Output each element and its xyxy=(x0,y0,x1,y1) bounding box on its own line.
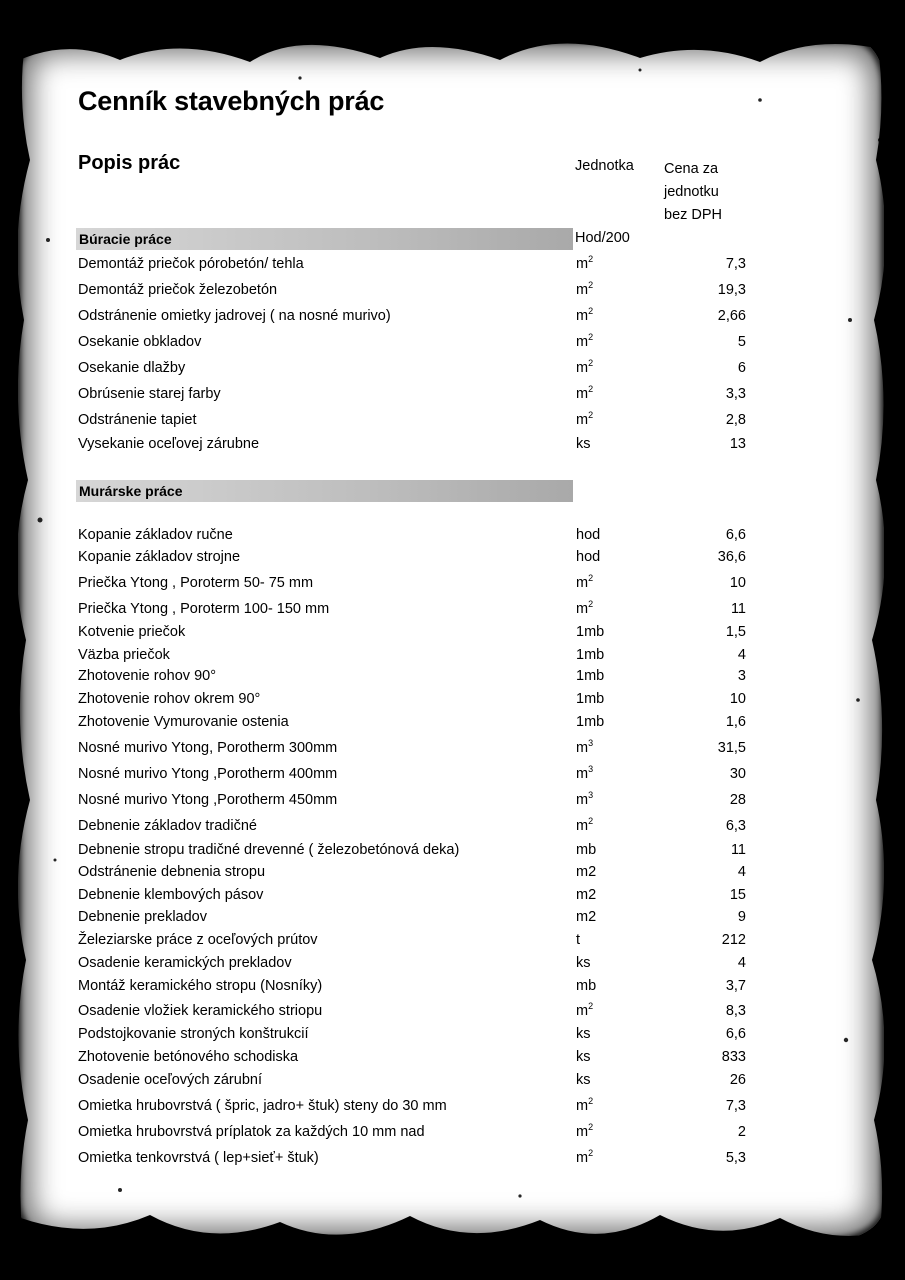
item-unit: $m^2$ xyxy=(576,358,594,376)
item-price: 3,7 xyxy=(725,978,746,994)
item-description: Kotvenie priečok xyxy=(78,624,186,640)
item-description: Železiarske práce z oceľových prútov xyxy=(78,932,318,948)
column-header-price xyxy=(664,158,722,227)
unit-exponent: 2 xyxy=(588,410,594,420)
item-description: Nosné murivo Ytong ,Porotherm 400mm xyxy=(78,766,338,782)
item-description: Priečka Ytong , Poroterm 50- 75 mm xyxy=(78,575,314,591)
table-row xyxy=(0,842,905,862)
table-row xyxy=(0,714,905,734)
item-description: Montáž keramického stropu (Nosníky) xyxy=(78,978,323,994)
item-price: 6 xyxy=(737,360,746,376)
item-unit: m2 xyxy=(576,864,597,880)
item-description: Odstránenie omietky jadrovej ( na nosné murivo) xyxy=(78,308,391,324)
table-row xyxy=(0,624,905,644)
table-row xyxy=(0,527,905,547)
table-row xyxy=(0,334,905,354)
unit-exponent: 2 xyxy=(588,573,594,583)
item-price: 26 xyxy=(729,1072,746,1088)
unit-exponent: 2 xyxy=(588,1096,594,1106)
item-price: 10 xyxy=(729,575,746,591)
table-row xyxy=(0,575,905,595)
item-price: 2 xyxy=(737,1124,746,1140)
item-unit: ks xyxy=(576,1049,591,1065)
item-price: 36,6 xyxy=(717,549,746,565)
table-row xyxy=(0,818,905,838)
item-price: 31,5 xyxy=(717,740,746,756)
item-unit: 1mb xyxy=(576,714,605,730)
table-row xyxy=(0,386,905,406)
item-price: 28 xyxy=(729,792,746,808)
table-row xyxy=(0,308,905,328)
unit-exponent: 2 xyxy=(588,816,594,826)
table-row xyxy=(0,1150,905,1170)
item-price: 6,6 xyxy=(725,527,746,543)
item-unit: $m^2$ xyxy=(576,573,594,591)
unit-exponent: 2 xyxy=(588,332,594,342)
table-row xyxy=(0,282,905,302)
column-header-price-line: Cena za xyxy=(664,161,719,177)
table-row xyxy=(0,647,905,667)
item-price: 5 xyxy=(737,334,746,350)
table-row xyxy=(0,955,905,975)
table-row xyxy=(0,792,905,812)
item-price: 7,3 xyxy=(725,1098,746,1114)
table-row xyxy=(0,1026,905,1046)
item-unit: ks xyxy=(576,955,591,971)
table-row xyxy=(0,256,905,276)
item-unit: ks xyxy=(576,1026,591,1042)
item-unit: m2 xyxy=(576,909,597,925)
table-row xyxy=(0,909,905,929)
item-price: 1,6 xyxy=(725,714,746,730)
item-unit: m2 xyxy=(576,887,597,903)
item-unit: $m^3$ xyxy=(576,738,594,756)
unit-exponent: 3 xyxy=(588,738,594,748)
item-unit: mb xyxy=(576,842,597,858)
table-row xyxy=(0,1003,905,1023)
item-price: 4 xyxy=(737,955,746,971)
item-unit: 1mb xyxy=(576,647,605,663)
unit-exponent: 3 xyxy=(588,790,594,800)
item-description: Odstránenie debnenia stropu xyxy=(78,864,266,880)
item-unit: ks xyxy=(576,1072,591,1088)
item-unit: t xyxy=(576,932,581,948)
item-price: 2,66 xyxy=(717,308,746,324)
table-row xyxy=(0,864,905,884)
item-description: Zhotovenie betónového schodiska xyxy=(78,1049,299,1065)
item-description: Debnenie stropu tradičné drevenné ( železobetónová deka) xyxy=(78,842,460,858)
item-description: Omietka hrubovrstvá ( špric, jadro+ štuk) steny do 30 mm xyxy=(78,1098,447,1114)
item-unit: hod xyxy=(576,549,601,565)
item-price: 11 xyxy=(730,842,746,858)
item-price: 833 xyxy=(721,1049,746,1065)
item-unit: $m^2$ xyxy=(576,1096,594,1114)
unit-exponent: 2 xyxy=(588,1148,594,1158)
item-price: 4 xyxy=(737,647,746,663)
item-description: Omietka hrubovrstvá príplatok za každých 10 mm nad xyxy=(78,1124,425,1140)
table-row xyxy=(0,978,905,998)
item-unit: ks xyxy=(576,436,591,452)
item-price: 8,3 xyxy=(725,1003,746,1019)
item-unit: 1mb xyxy=(576,668,605,684)
item-description: Kopanie základov ručne xyxy=(78,527,233,543)
item-price: 2,8 xyxy=(725,412,746,428)
table-row xyxy=(0,1072,905,1092)
item-description: Podstojkovanie stroných konštrukcií xyxy=(78,1026,309,1042)
column-header-description: Popis prác xyxy=(78,152,181,174)
unit-exponent: 2 xyxy=(588,1122,594,1132)
item-unit: $m^2$ xyxy=(576,384,594,402)
item-price: 1,5 xyxy=(725,624,746,640)
table-row xyxy=(0,436,905,456)
item-description: Osekanie obkladov xyxy=(78,334,202,350)
item-price: 3,3 xyxy=(725,386,746,402)
table-row xyxy=(0,691,905,711)
section-header xyxy=(76,480,573,502)
unit-exponent: 2 xyxy=(588,599,594,609)
item-description: Zhotovenie rohov 90° xyxy=(78,668,216,684)
section-title: Búracie práce xyxy=(79,231,172,247)
item-price: 30 xyxy=(729,766,746,782)
column-header-unit: Jednotka xyxy=(575,158,634,174)
item-unit: $m^2$ xyxy=(576,816,594,834)
item-unit: $m^2$ xyxy=(576,306,594,324)
section-title: Murárske práce xyxy=(79,483,183,499)
item-price: 6,6 xyxy=(725,1026,746,1042)
table-row xyxy=(0,360,905,380)
page-title: Cenník stavebných prác xyxy=(78,86,385,116)
item-unit: hod xyxy=(576,527,601,543)
item-unit: $m^2$ xyxy=(576,1122,594,1140)
table-row xyxy=(0,932,905,952)
table-row xyxy=(0,1049,905,1069)
item-unit: $m^2$ xyxy=(576,599,594,617)
table-row xyxy=(0,549,905,569)
table-row xyxy=(0,887,905,907)
table-row xyxy=(0,740,905,760)
item-price: 10 xyxy=(729,691,746,707)
item-price: 15 xyxy=(729,887,746,903)
item-description: Odstránenie tapiet xyxy=(78,412,197,428)
item-description: Debnenie základov tradičné xyxy=(78,818,257,834)
item-description: Nosné murivo Ytong, Porotherm 300mm xyxy=(78,740,338,756)
item-description: Obrúsenie starej farby xyxy=(78,386,221,402)
item-unit: $m^2$ xyxy=(576,1148,594,1166)
item-price: 13 xyxy=(729,436,746,452)
item-description: Osadenie oceľových zárubní xyxy=(78,1072,262,1088)
section-unit: Hod/200 xyxy=(575,230,630,246)
item-description: Zhotovenie rohov okrem 90° xyxy=(78,691,261,707)
item-description: Väzba priečok xyxy=(78,647,170,663)
item-description: Debnenie klembových pásov xyxy=(78,887,264,903)
table-row xyxy=(0,412,905,432)
item-unit: $m^2$ xyxy=(576,254,594,272)
item-description: Debnenie prekladov xyxy=(78,909,207,925)
table-row xyxy=(0,1124,905,1144)
item-price: 5,3 xyxy=(725,1150,746,1166)
item-unit: 1mb xyxy=(576,624,605,640)
item-unit: $m^2$ xyxy=(576,280,594,298)
item-description: Demontáž priečok pórobetón/ tehla xyxy=(78,256,304,272)
item-unit: mb xyxy=(576,978,597,994)
item-description: Osadenie keramických prekladov xyxy=(78,955,292,971)
unit-exponent: 2 xyxy=(588,306,594,316)
item-description: Nosné murivo Ytong ,Porotherm 450mm xyxy=(78,792,338,808)
item-description: Demontáž priečok železobetón xyxy=(78,282,278,298)
item-description: Osadenie vložiek keramického striopu xyxy=(78,1003,323,1019)
item-description: Priečka Ytong , Poroterm 100- 150 mm xyxy=(78,601,330,617)
item-description: Vysekanie oceľovej zárubne xyxy=(78,436,260,452)
unit-exponent: 2 xyxy=(588,1001,594,1011)
item-price: 11 xyxy=(730,601,746,617)
item-unit: $m^2$ xyxy=(576,332,594,350)
item-price: 6,3 xyxy=(725,818,746,834)
item-description: Kopanie základov strojne xyxy=(78,549,241,565)
item-price: 212 xyxy=(721,932,746,948)
item-unit: 1mb xyxy=(576,691,605,707)
table-row xyxy=(0,601,905,621)
table-row xyxy=(0,1098,905,1118)
unit-exponent: 2 xyxy=(588,280,594,290)
unit-exponent: 2 xyxy=(588,254,594,264)
item-description: Zhotovenie Vymurovanie ostenia xyxy=(78,714,289,730)
item-unit: $m^3$ xyxy=(576,764,594,782)
item-unit: $m^2$ xyxy=(576,1001,594,1019)
item-unit: $m^3$ xyxy=(576,790,594,808)
item-price: 4 xyxy=(737,864,746,880)
table-row xyxy=(0,668,905,688)
column-header-price-line: bez DPH xyxy=(664,207,723,223)
section-header xyxy=(76,228,573,250)
item-price: 3 xyxy=(737,668,746,684)
table-row xyxy=(0,766,905,786)
item-description: Omietka tenkovrstvá ( lep+sieť+ štuk) xyxy=(78,1150,319,1166)
item-price: 19,3 xyxy=(717,282,746,298)
column-header-price-line: jednotku xyxy=(664,184,719,200)
item-price: 7,3 xyxy=(725,256,746,272)
item-description: Osekanie dlažby xyxy=(78,360,186,376)
unit-exponent: 3 xyxy=(588,764,594,774)
item-unit: $m^2$ xyxy=(576,410,594,428)
item-price: 9 xyxy=(737,909,746,925)
unit-exponent: 2 xyxy=(588,358,594,368)
unit-exponent: 2 xyxy=(588,384,594,394)
